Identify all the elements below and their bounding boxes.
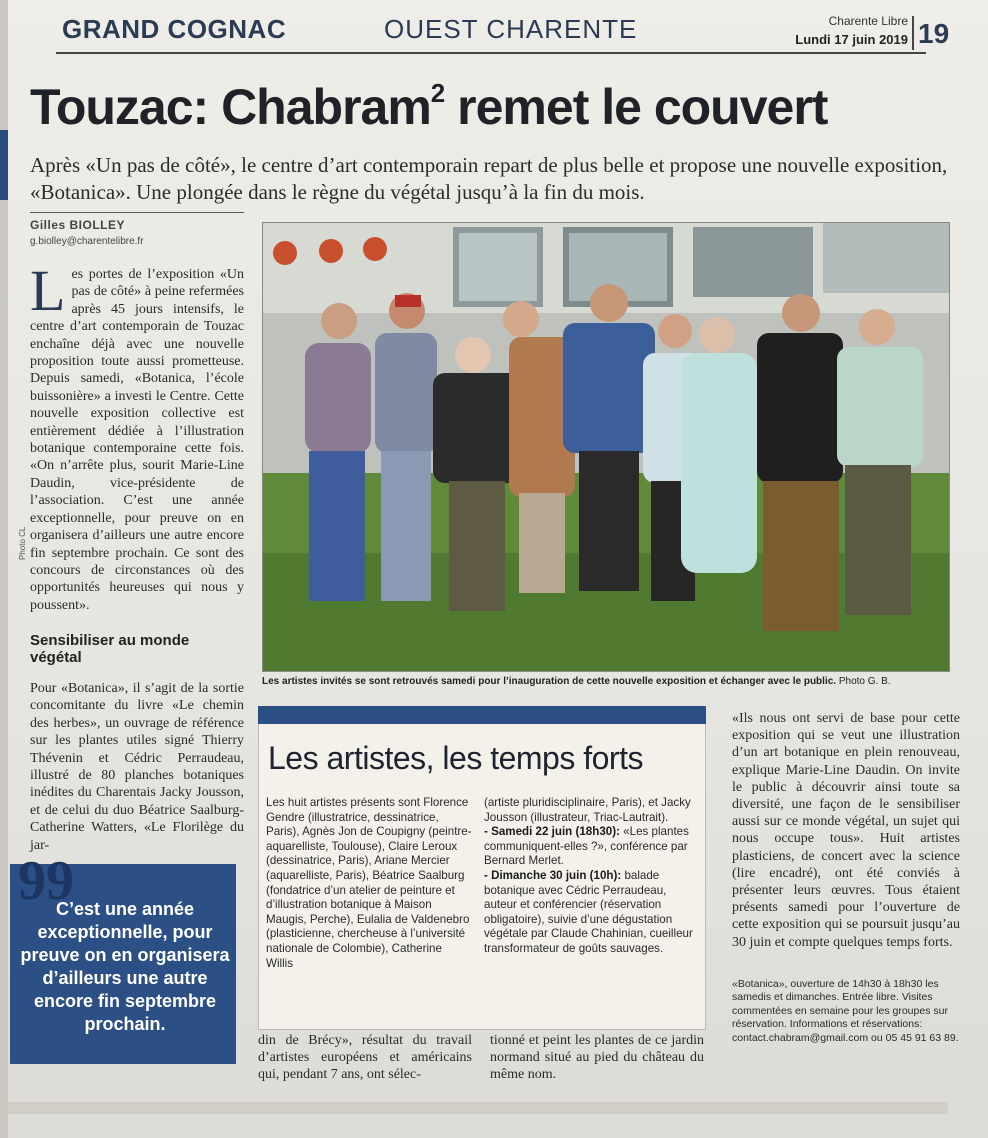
drop-cap: L bbox=[30, 258, 66, 323]
box-events bbox=[484, 796, 698, 957]
photo-caption bbox=[262, 676, 952, 687]
photo-illustration bbox=[263, 223, 949, 671]
body-column-1 bbox=[30, 258, 244, 614]
author-email: g.biolley@charentelibre.fr bbox=[30, 236, 144, 247]
subsection-title: OUEST CHARENTE bbox=[384, 14, 638, 44]
event-2-date: - Dimanche 30 juin (10h): bbox=[484, 868, 622, 882]
event-1-text: «Les plantes communiquent-elles ?», conférence par Bernard Merlet. bbox=[484, 825, 689, 868]
body-text-1: es portes de l’exposition «Un pas de côté» à peine refermées après 45 jours intensifs, le centre d’art contemporain de Touzac enchaîne déjà avec une nouvelle proposition toute aussi prometteuse. Depuis samedi, «Botanica, l’école buissonière» a investi le Centre. Cette nouvelle exposition collective est entièrement dédiée à l’illustration botanique contemporaine cette fois. «On n’arrête plus, sourit Marie-Line Daudin, vice-présidente de l’association. C’est une année exceptionnelle, pour preuve on en organisera d’ailleurs une autre encore fin septembre prochain. Ce sont des concours de circonstances où des opportunités heureuses qui nous y poussent». bbox=[30, 267, 244, 613]
body-text-4: tionné et peint les plantes de ce jardin normand situé au pied du château du même nom. bbox=[490, 1033, 704, 1083]
subheading: Sensibiliser au monde végétal bbox=[30, 632, 190, 666]
box-top-bar bbox=[258, 706, 706, 724]
caption-text: Les artistes invités se sont retrouvés samedi pour l’inauguration de cette nouvelle exposition et échanger avec le public. bbox=[262, 676, 837, 687]
box-artists-continued: (artiste pluridisciplinaire, Paris), et Jacky Jousson (illustrateur, Triac-Lautrait). bbox=[484, 796, 691, 824]
headline-end: remet le couvert bbox=[444, 79, 828, 135]
group-photo bbox=[262, 222, 950, 672]
byline-rule bbox=[30, 212, 244, 213]
footer-strip bbox=[8, 1102, 948, 1114]
issue-date: Lundi 17 juin 2019 bbox=[795, 32, 908, 47]
box-artists-list: Les huit artistes présents sont Florence Gendre (illustratrice, dessinatrice, Paris), Agnès Jon de Coupigny (peintre-aquarelliste, Toulouse), Claire Leroux (dessinatrice, Paris), Ariane Mercier (aquarelliste, Paris), Béatrice Saalburg (fondatrice d’un atelier de peinture et d’illustration botanique à Maison Maugis, Perche), Eulalia de Valdenebro (plasticienne, chercheuse à l’université nationale de Colombie), Catherine Willis bbox=[266, 796, 472, 970]
photo-credit: Photo G. B. bbox=[838, 676, 891, 687]
author-name: Gilles BIOLLEY bbox=[30, 218, 126, 232]
newspaper-name: Charente Libre bbox=[828, 14, 908, 28]
body-text-2: Pour «Botanica», il s’agit de la sortie concomitante du livre «Le chemin des herbes», un ouvrage de référence sur les plantes utiles signé Thierry Thévenin et Cédric Perraudeau, illustré de 80 planches botaniques inédites du Charentais Jacky Jousson, et de celui du duo Béatrice Saalburg-Catherine Watters, «Le Florilège du jar- bbox=[30, 681, 244, 853]
lead-paragraph: Après «Un pas de côté», le centre d’art contemporain repart de plus belle et propose une nouvelle exposition, «Botanica». Une plongée dans le règne du végétal jusqu’à la fin du mois. bbox=[30, 153, 948, 204]
event-2-text: balade botanique avec Cédric Perraudeau, auteur et conférencier (réservation obligatoire), suivie d’une dégustation végétale par Claude Chahinian, cueilleur transformateur de goûts sauvages. bbox=[484, 868, 693, 955]
page-number: 19 bbox=[918, 18, 950, 49]
quote-mark-icon: 99 bbox=[18, 850, 74, 912]
section-marker bbox=[0, 130, 8, 200]
headline bbox=[30, 78, 827, 136]
header-divider bbox=[912, 16, 914, 50]
section-title: GRAND COGNAC bbox=[62, 14, 287, 44]
headline-superscript: 2 bbox=[430, 78, 445, 109]
body-text-3: din de Brécy», résultat du travail d’artistes européens et américains qui, pendant 7 ans, ont sélec- bbox=[258, 1033, 472, 1083]
pull-quote: C’est une année exceptionnelle, pour preuve on en organisera d’ailleurs une autre encore fin septembre prochain. bbox=[20, 899, 230, 1034]
body-column-right: «Ils nous ont servi de base pour cette exposition qui se veut une illustration d’un art botanique en plein renouveau, explique Marie-Line Daudin. On invite le public à découvrir ainsi toute sa diversité, une façon de le sensibiliser aussi sur ce monde végétal, un sujet qui nous occupe tous». Huit artistes plasticiens, de concert avec la science (lire encadré), ont été conviés à présenter leurs œuvres. Tous étaient présents samedi pour l’ouverture de cette exposition qui se poursuit jusqu’au 30 juin et compte quelques temps forts. bbox=[732, 711, 960, 950]
headline-main: Touzac: Chabram bbox=[30, 79, 431, 135]
side-photo-credit: Photo CL bbox=[18, 526, 27, 560]
practical-info: «Botanica», ouverture de 14h30 à 18h30 les samedis et dimanches. Entrée libre. Visites commentées en semaine pour les groupes sur réservation. Informations et réservations: contact.chabram@gmail.com ou 05 45 91 63 89. bbox=[732, 978, 959, 1044]
event-1-date: - Samedi 22 juin (18h30): bbox=[484, 825, 620, 839]
box-title: Les artistes, les temps forts bbox=[268, 740, 643, 776]
